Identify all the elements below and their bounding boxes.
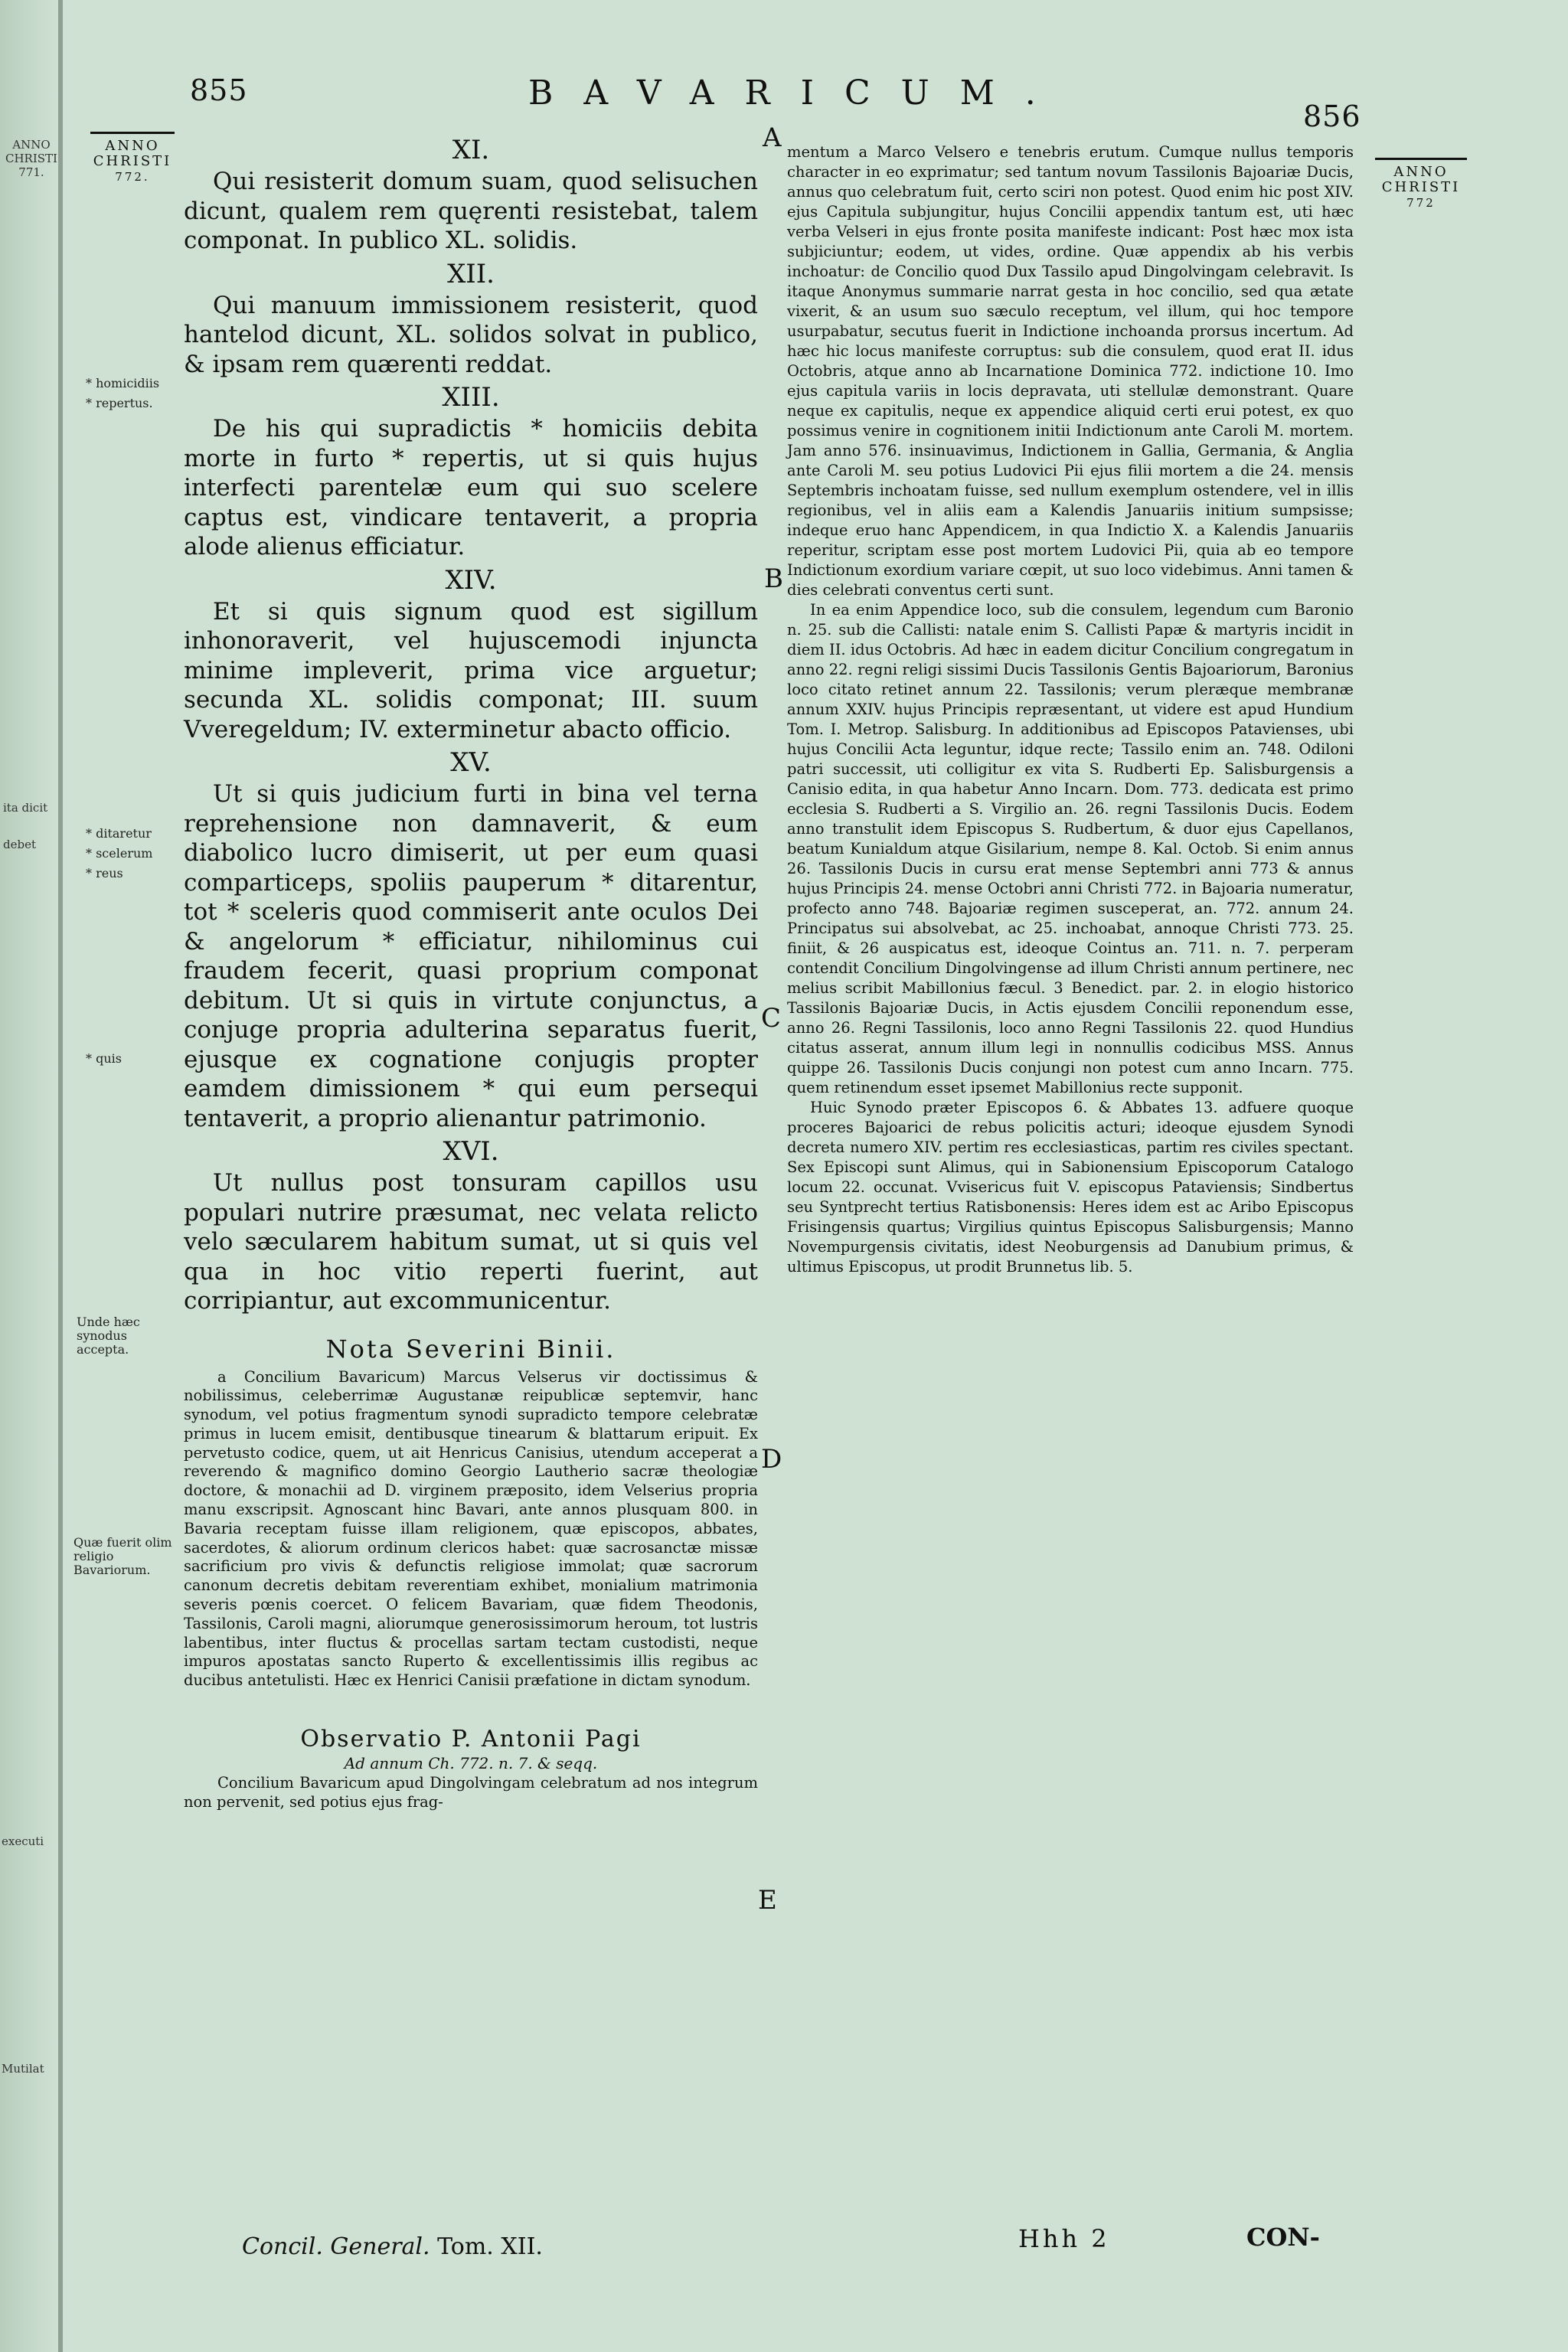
right-paragraph-2: In ea enim Appendice loco, sub die consulem, legendum cum Baronio n. 25. sub die Callisti: natale enim S. Callisti Papæ & martyris incidit in diem II. idus Octobris. Ad hæc in eadem dicitur Concilium congregatum in anno 22. regni religi sissimi Ducis Tassilonis Gentis Bajoariorum, Baronius loco citato retinet annum 22. Tassilonis; verum pleræque membranæ annum XXIV. hujus Principis repræsentant, ut videre est apud Hundium Tom. I. Metrop. Salisburg. In additionibus ad Episcopos Patavienses, ubi hujus Concilii Acta leguntur, idque recte; Tassilo enim an. 748. Odiloni patri successit, uti colligitur ex vita S. Rudberti Ep. Salisburgensis a Canisio edita, in qua habetur Anno Incarn. Dom. 773. dedicata est primo ecclesia S. Rudberti a S. Virgilio an. 26. regni Tassilonis Ducis. Eodem anno transtulit idem Episcopus S. Rudbertum, & duor ejus Capellanos, beatum Kunialdum atque Gisilarium, nempe 8. Kal. Octob. Si enim annus 26. Tassilonis Ducis in cursu erat mense Septembri anni 773 & annus hujus Principis 24. mense Octobri anni Christi 772. in Bajoaria numeratur, profecto anno 748. Bajoariæ regimen susceperat, an. 772. annum 24. Principatus sui absolvebat, ac 25. inchoabat, annoque Christi 773. 25. finiit, & 26 auspicatus est, ideoque Cointus an. 711. n. 7. perperam contendit Concilium Dingolvingense ad illum Christi annum pertinere, nec melius scribit Mabillonius fæcul. 3 Benedict. par. 2. in elogio historico Tassilonis Bajoariæ Ducis, in Actis ejusdem Concilii reponendum esse, anno 26. Regni Tassilonis, loco anno Regni Tassilonis 22. quod Hundius citatus asserat, annum illum legi in nonnullis codicibus MSS. Annus quippe 26. Tassilonis Ducis conjungi non potest cum anno Incarn. 775. quem retinendum esset ipsemet Mabillonius recte supponit. bbox=[787, 601, 1354, 1096]
nota-heading: Nota Severini Binii. bbox=[325, 1334, 616, 1364]
margin-note-reus: * reus bbox=[86, 866, 123, 880]
right-paragraph-1: mentum a Marco Velsero e tenebris erutum. Cumque nullus temporis character in eo exprimatur; sed tantum novum Tassilonis Bajoariæ Ducis, annus quo celebratum fuit, certo sciri non potest. Quod enim hic post XIV. ejus Capitula subjungitur, hujus Concilii appendix tantum est, uti hæc verba Velseri in ejus fronte posita manifeste indicant: Post hæc mox ista subjiciuntur; eodem, ut vides, ordine. Quæ appendix ab his verbis inchoatur: de Concilio quod Dux Tassilo apud Dingolvingam celebravit. Is itaque Anonymus summarie narrat gesta in hoc concilio, sed qua ætate vixerit, & an usum suo sæculo receptum, vel illum, qui hoc tempore usurpabatur, secutus fuerit in Indictione inchoanda prorsus incertum. Ad hæc hic locus manifeste corruptus: sub die consulem, quod erat II. idus Octobris, atque anno ab Incarnatione Dominica 772. indictione 10. Imo ejus capitula variis in locis depravata, uti stellulæ demonstrant. Quare neque ex capitulis, neque ex appendice aliquid certi erui potest, ex quo possimus venire in cognitionem initii Indictionum ante Caroli M. mortem. Jam anno 576. insinuavimus, Indictionem in Gallia, Germania, & Anglia ante Caroli M. seu potius Ludovici Pii ejus filii mortem a die 24. mensis Septembris inchoatam fuisse, sed nullum exemplum ostendere, vel in illis regionibus, vel in aliis eam a Kalendis Januariis initium sumpsisse; indeque eruo hanc Appendicem, in qua Indictio X. a Kalendis Januariis reperitur, scriptam esse post mortem Ludovici Pii, quia ab eo tempore Indictionum exordium variare cœpit, ut suo loco videbimus. Anni tamen & dies celebrati conventus certi sunt. bbox=[787, 143, 1354, 599]
canon-text: Et si quis signum quod est sigillum inhonoraverit, vel hujuscemodi injuncta minime impleverit, prima vice arguetur; secunda XL. solidis componat; III. suum Vveregeldum; IV. exterminetur abacto officio. bbox=[184, 597, 758, 743]
page-number-right: 856 bbox=[1303, 100, 1361, 133]
canon-number: XVI. bbox=[443, 1136, 499, 1167]
section-letter-d: D bbox=[761, 1444, 782, 1475]
prev-page-anno-note: ANNO CHRISTI 771. bbox=[5, 138, 57, 179]
catchword: CON- bbox=[1246, 2223, 1320, 2252]
section-letter-b: B bbox=[764, 564, 783, 594]
margin-note-unde-synodus: Unde hæc synodus accepta. bbox=[77, 1315, 140, 1357]
canon-number: XV. bbox=[450, 747, 492, 778]
margin-note-religio: Quæ fuerit olim religio Bavariorum. bbox=[74, 1535, 172, 1577]
section-letter-e: E bbox=[758, 1885, 777, 1916]
prev-page-note-3: executi bbox=[2, 1834, 44, 1848]
canon-13 bbox=[184, 384, 758, 562]
canon-text: Ut nullus post tonsuram capillos usu populari nutrire præsumat, nec velata relicto velo sæcularem habitum sumat, ut si quis vel qua in hoc vitio reperti fuerint, aut corripiantur, aut excommunicentur. bbox=[184, 1169, 758, 1315]
margin-note-repertus: * repertus. bbox=[86, 396, 153, 410]
prev-page-note-2: debet bbox=[3, 838, 36, 851]
margin-note-scelerum: * scelerum bbox=[86, 846, 153, 861]
margin-note-quis: * quis bbox=[86, 1051, 122, 1066]
canon-number: XI. bbox=[452, 135, 490, 165]
right-column bbox=[787, 142, 1354, 1277]
section-letter-c: C bbox=[761, 1003, 782, 1034]
footer-volume-tome: Tom. XII. bbox=[437, 2233, 543, 2260]
canon-12 bbox=[184, 260, 758, 380]
canon-number: XIII. bbox=[442, 382, 500, 413]
canon-text: Ut si quis judicium furti in bina vel terna reprehensione non damnaverit, & eum diabolico lucro dimiserit, ut per eum quasi comparticeps, spoliis pauperum * ditarentur, tot * sceleris quod commiserit ante oculos Dei & angelorum * efficiatur, nihilominus cui fraudem fecerit, quasi proprium componat debitum. Ut si quis in virtute conjunctus, a conjuge propria adulterina separatus fuerit, ejusque ex cognatione conjugis propter eamdem dimissionem * qui eum persequi tentaverit, a proprio alienantur patrimonio. bbox=[184, 780, 758, 1132]
prev-page-note-4: Mutilat bbox=[2, 2062, 44, 2076]
page-number-left: 855 bbox=[190, 74, 248, 107]
binding-gutter bbox=[58, 0, 63, 2352]
anno-christi-right: ANNO CHRISTI 772 bbox=[1375, 158, 1467, 211]
observatio-heading: Observatio P. Antonii Pagi bbox=[300, 1726, 642, 1753]
canon-text: Qui manuum immissionem resisterit, quod hantelod dicunt, XL. solidos solvat in publico, & ipsam rem quærenti reddat. bbox=[184, 291, 758, 378]
signature-mark: Hhh 2 bbox=[1018, 2224, 1110, 2253]
observatio-subheading: Ad annum Ch. 772. n. 7. & seqq. bbox=[344, 1754, 598, 1773]
page-title: BAVARICUM. bbox=[528, 74, 1067, 113]
canon-15 bbox=[184, 749, 758, 1133]
prev-page-note-1: ita dicit bbox=[3, 801, 48, 815]
margin-note-homicidiis: * homicidiis bbox=[86, 376, 160, 390]
canon-11 bbox=[184, 136, 758, 256]
canon-14 bbox=[184, 564, 758, 745]
footer-volume-title: Concil. General. bbox=[242, 2233, 430, 2260]
previous-page-edge bbox=[0, 0, 61, 2352]
observatio-text: Concilium Bavaricum apud Dingolvingam celebratum ad nos integrum non pervenit, sed potius ejus frag- bbox=[184, 1774, 758, 1811]
canon-number: XIV. bbox=[445, 564, 497, 596]
canon-text: Qui resisterit domum suam, quod selisuchen dicunt, qualem rem quęrenti resistebat, talem componat. In publico XL. solidis. bbox=[184, 168, 758, 254]
footer-volume bbox=[242, 2233, 543, 2260]
left-column bbox=[184, 136, 758, 1812]
canon-text: De his qui supradictis * homiciis debita morte in furto * repertis, ut si quis hujus interfecti parentelæ eum qui suo scelere captus est, vindicare tentaverit, a propria alode alienus efficiatur. bbox=[184, 415, 758, 560]
canon-number: XII. bbox=[447, 258, 495, 289]
section-letter-a: A bbox=[763, 122, 782, 153]
nota-text: a Concilium Bavaricum) Marcus Velserus vir doctissimus & nobilissimus, celeberrimæ Augustanæ reipublicæ septemvir, hanc synodum, vel potius fragmentum synodi supradicto tempore celebratæ primus in lucem emisit, dentibusque tinearum & blattarum eripuit. Ex pervetusto codice, quem, ut ait Henricus Canisius, utendum acceperat a reverendo & magnifico domino Georgio Lautherio sacræ theologiæ doctore, & monachii ad D. virginem præposito, idem Velserius propria manu exscripsit. Agnoscant hinc Bavari, ante annos plusquam 800. in Bavaria receptam fuisse illam religionem, quæ episcopos, abbates, sacerdotes, & aliorum ordinum clericos habet: quæ sacrosanctæ missæ sacrificium pro vivis & defunctis religiose immolat; quæ sacrorum canonum decretis debitam reverentiam exhibet, monialium matrimonia severis pœnis coercet. O felicem Bavariam, quæ fidem Theodonis, Tassilonis, Caroli magni, aliorumque generosissimorum heroum, tot lustris labentibus, inter fluctus & procellas sartam tectam custodisti, neque impuros apostatas sancto Ruperto & excellentissimis illis regibus ac ducibus antetulisti. Hæc ex Henrici Canisii præfatione in dictam synodum. bbox=[184, 1367, 758, 1690]
canon-16 bbox=[184, 1138, 758, 1316]
right-paragraph-3: Huic Synodo præter Episcopos 6. & Abbates 13. adfuere quoque proceres Bajoarici de rebus policitis acturi; ideoque ejusdem Synodi decreta numero XIV. pertim res ecclesiasticas, partim res civiles spectant. Sex Episcopi sunt Alimus, qui in Sabionensium Episcoporum Catalogo locum 22. occunat. Vvisericus fuit V. episcopus Pataviensis; Sindbertus seu Syntprecht tertius Ratisbonensis: Heres idem est ac Aribo Episcopus Frisingensis quartus; Virgilius quintus Episcopus Salisburgensis; Manno Novempurgensis civitatis, idest Neoburgensis ad Danubium primus, & ultimus Episcopus, ut prodit Brunnetus lib. 5. bbox=[787, 1099, 1354, 1276]
anno-christi-left: ANNO CHRISTI 772. bbox=[90, 132, 175, 185]
margin-note-ditaretur: * ditaretur bbox=[86, 826, 152, 841]
